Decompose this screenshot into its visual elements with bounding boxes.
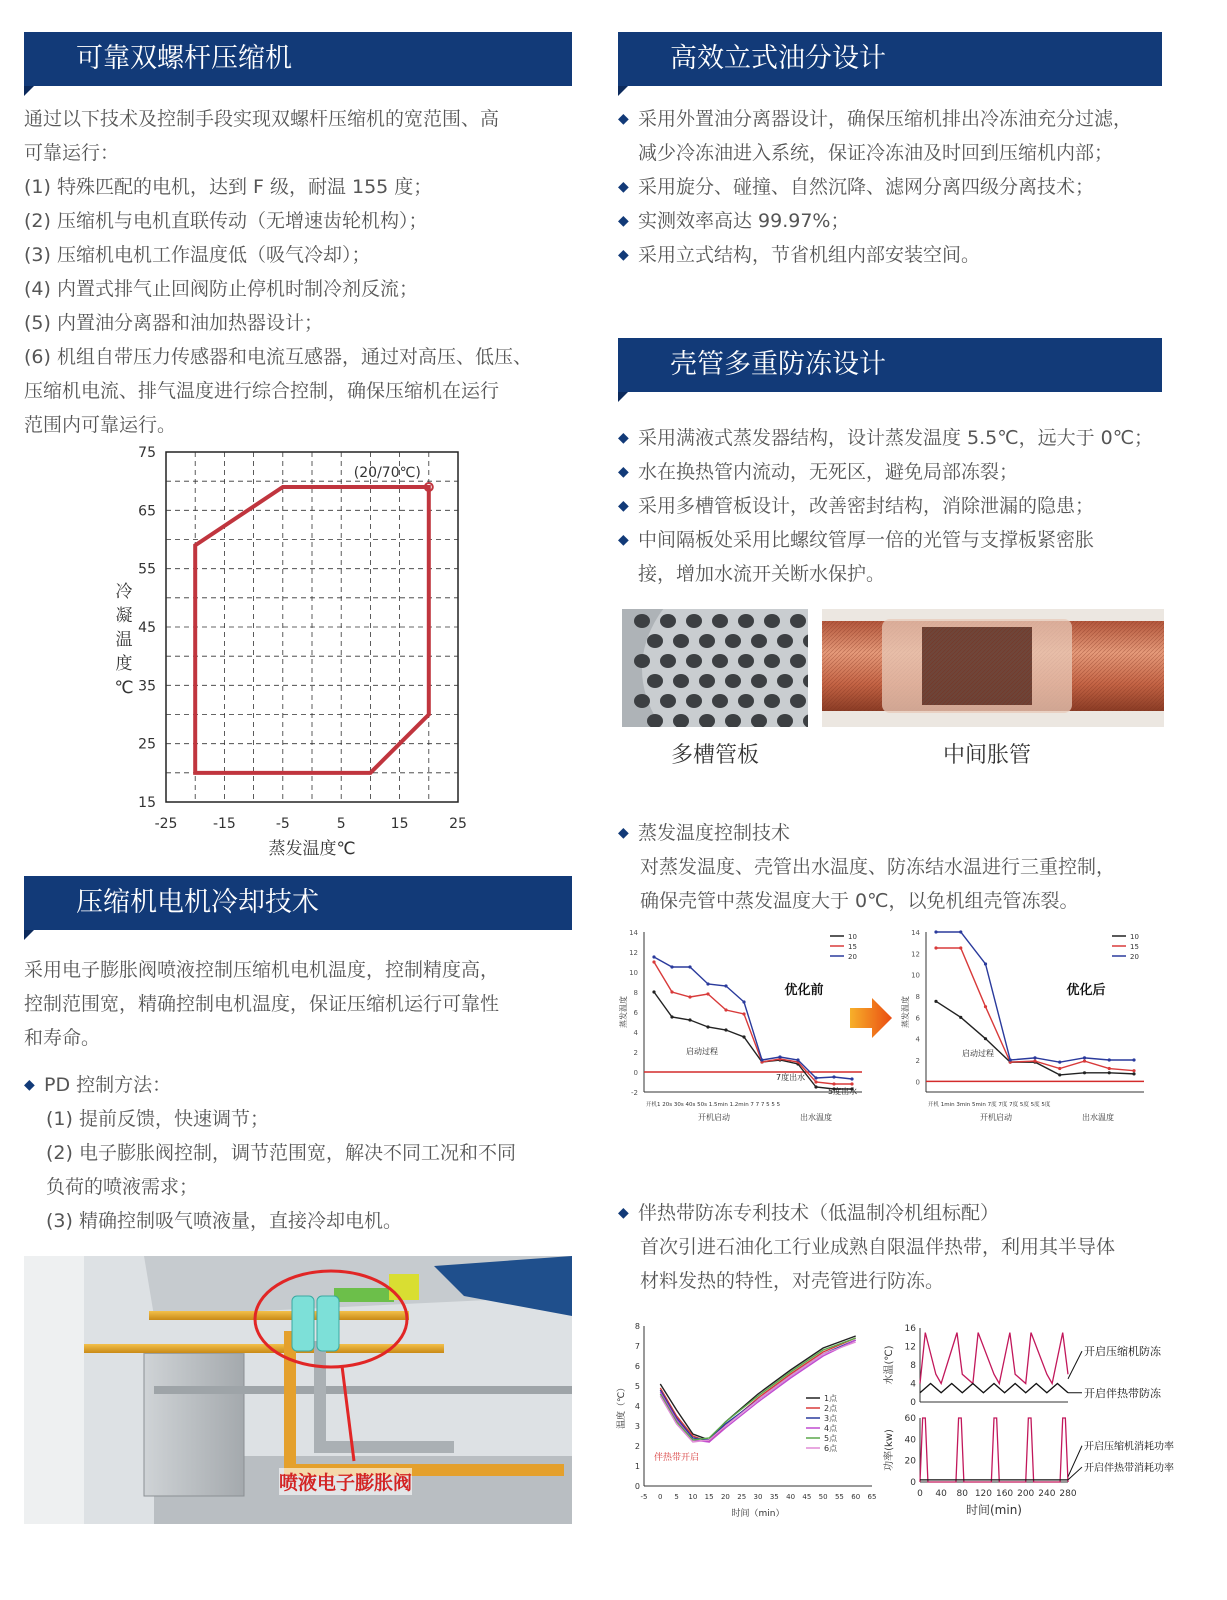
tube-hole xyxy=(634,654,650,668)
y-tick-label: 14 xyxy=(911,929,920,937)
tube-hole xyxy=(712,614,728,628)
y-tick-label: 2 xyxy=(633,1049,638,1057)
y-tick-label: 20 xyxy=(904,1456,916,1467)
tube-hole xyxy=(751,634,767,648)
tube-hole xyxy=(738,694,754,708)
bullet-line: 接，增加水流开关断水保护。 xyxy=(638,563,886,585)
y-axis-label-char: 度 xyxy=(115,654,133,674)
x-tick-label: 20 xyxy=(720,1493,730,1501)
tube-hole xyxy=(660,614,676,628)
data-point xyxy=(850,1077,853,1080)
y-tick-label: 2 xyxy=(634,1442,640,1451)
x-tick-label: 40 xyxy=(935,1489,947,1499)
y-axis-label-char: ℃ xyxy=(114,678,134,698)
x-tick-label: -25 xyxy=(154,816,178,832)
tube-hole xyxy=(777,674,793,688)
operating-envelope-chart xyxy=(100,436,500,866)
y-axis-label: 蒸发温度 xyxy=(619,996,628,1028)
y-tick-label: 40 xyxy=(904,1435,916,1446)
tube-hole xyxy=(738,654,754,668)
y-tick-label: 12 xyxy=(911,950,920,959)
data-point xyxy=(724,984,727,987)
text-line: 采用电子膨胀阀喷液控制压缩机电机温度，控制精度高， xyxy=(24,959,500,981)
bullet-line: ◆ 中间隔板处采用比螺纹管厚一倍的光管与支撑板紧密胀 xyxy=(638,529,1095,551)
data-point xyxy=(1083,1056,1086,1059)
y-tick-label: 35 xyxy=(138,678,156,695)
data-point xyxy=(1108,1067,1111,1070)
tube-hole xyxy=(673,634,689,648)
y-tick-label: 45 xyxy=(138,620,156,636)
series-label: 开启伴热带消耗功率 xyxy=(1084,1463,1174,1475)
section-title: 壳管多重防冻设计 xyxy=(670,349,886,380)
section-title: 压缩机电机冷却技术 xyxy=(76,887,319,918)
series-line xyxy=(920,1384,1068,1393)
y-tick-label: 65 xyxy=(138,503,156,520)
section-header-compressor xyxy=(24,32,572,86)
pd-item: (2) 电子膨胀阀控制，调节范围宽，解决不同工况和不同 xyxy=(46,1142,516,1164)
data-point xyxy=(688,995,691,998)
compressor-description xyxy=(24,102,584,442)
tube-hole xyxy=(790,614,806,628)
envelope-line xyxy=(195,487,429,773)
data-point xyxy=(1108,1071,1111,1074)
y-tick-label: 8 xyxy=(910,1361,916,1371)
text-line: 和寿命。 xyxy=(24,1027,101,1049)
text-line: (5) 内置油分离器和油加热器设计； xyxy=(24,312,323,334)
y-tick-label: 6 xyxy=(915,1014,920,1023)
y-tick-label: 2 xyxy=(915,1057,920,1065)
data-point xyxy=(984,1037,987,1040)
y-tick-label: 4 xyxy=(915,1035,920,1044)
data-point xyxy=(742,1000,745,1003)
tube-hole xyxy=(686,694,702,708)
tube-hole xyxy=(712,694,728,708)
data-point xyxy=(959,1016,962,1019)
tube-hole xyxy=(686,654,702,668)
tube-hole xyxy=(777,634,793,648)
data-point xyxy=(1132,1072,1135,1075)
tube-hole xyxy=(764,654,780,668)
x-axis-label: 蒸发温度℃ xyxy=(268,839,356,859)
legend-label: 10 xyxy=(1130,933,1139,941)
data-point xyxy=(652,955,655,958)
x-tick-label: 0 xyxy=(658,1493,663,1501)
x-tick-label: 0 xyxy=(917,1489,923,1499)
chart-title: 优化后 xyxy=(1066,983,1106,998)
x-tick-label: 15 xyxy=(390,816,409,832)
data-point xyxy=(832,1075,835,1078)
callout-line xyxy=(1068,1351,1082,1379)
tube-hole xyxy=(764,614,780,628)
x-tick-label: 40 xyxy=(786,1493,796,1501)
y-tick-label: 0 xyxy=(634,1482,640,1491)
x-tick-label: 25 xyxy=(449,816,467,832)
x-tick-label: 60 xyxy=(851,1493,861,1501)
y-axis-label-char: 温 xyxy=(115,630,133,650)
data-point xyxy=(1009,1058,1012,1061)
data-point xyxy=(1033,1059,1036,1062)
y-tick-label: 8 xyxy=(633,989,638,997)
data-point xyxy=(688,1018,691,1021)
tube-hole xyxy=(790,694,806,708)
annotation-label: 伴热带开启 xyxy=(654,1453,700,1463)
annotation-label: 启动过程 xyxy=(686,1047,718,1056)
tube-hole xyxy=(686,614,702,628)
tube-sheet-caption: 多槽管板 xyxy=(670,743,759,768)
legend-label: 15 xyxy=(848,943,857,951)
text-line: (4) 内置式排气止回阀防止停机时制冷剂反流； xyxy=(24,278,418,300)
series-line xyxy=(920,1418,1068,1482)
section-title: 可靠双螺杆压缩机 xyxy=(76,43,292,74)
data-point xyxy=(959,930,962,933)
data-point xyxy=(934,1000,937,1003)
arrow-icon xyxy=(848,996,894,1040)
callout-line xyxy=(1068,1446,1082,1477)
text-line: 对蒸发温度、壳管出水温度、防冻结水温进行三重控制， xyxy=(640,856,1116,878)
x-tick-label: -5 xyxy=(640,1493,648,1501)
tube-hole xyxy=(699,674,715,688)
tube-hole xyxy=(634,694,650,708)
y-axis-label: 水温(℃) xyxy=(884,1345,895,1385)
legend-label: 10 xyxy=(848,933,857,941)
y-tick-label: 12 xyxy=(904,1342,916,1353)
pd-control-list xyxy=(24,1068,584,1238)
bullet-item: ◆ 采用立式结构，节省机组内部安装空间。 xyxy=(618,238,1178,272)
x-tick-labels: 开机1 20s 30s 40s 50s 1.5min 1.2min 7 7 7 5 5 5 xyxy=(646,1102,781,1108)
tube-sheet-illustration xyxy=(622,609,808,727)
y-tick-label: 4 xyxy=(910,1379,916,1390)
data-point xyxy=(1132,1069,1135,1072)
heat-trace-temperature-chart xyxy=(614,1318,880,1530)
series-label: 开启压缩机防冻 xyxy=(1084,1345,1161,1359)
y-tick-label: 10 xyxy=(629,969,638,977)
data-point xyxy=(742,1012,745,1015)
text-line: (3) 压缩机电机工作温度低（吸气冷却）； xyxy=(24,244,371,266)
legend-label: 1点 xyxy=(824,1394,838,1403)
legend-label: 20 xyxy=(1130,953,1139,961)
y-tick-label: 8 xyxy=(634,1322,640,1331)
callout-line xyxy=(1068,1467,1082,1480)
y-axis-label: 功率(kw) xyxy=(884,1429,895,1471)
tube-hole xyxy=(751,674,767,688)
x-tick-label: 160 xyxy=(995,1489,1014,1499)
x-tick-label: 120 xyxy=(974,1489,993,1499)
section-header-motor-cooling xyxy=(24,876,572,930)
legend-label: 20 xyxy=(848,953,857,961)
x-tick-label: 55 xyxy=(834,1493,844,1501)
legend-label: 2点 xyxy=(824,1404,838,1413)
y-tick-label: 15 xyxy=(138,795,156,811)
x-tick-label: 30 xyxy=(753,1493,763,1501)
tube-hole xyxy=(699,634,715,648)
x-tick-label: 200 xyxy=(1017,1489,1035,1499)
x-tick-label: -15 xyxy=(212,816,236,832)
annotation-label: 启动过程 xyxy=(962,1049,994,1058)
data-point xyxy=(1058,1073,1061,1076)
data-point xyxy=(814,1076,817,1079)
x-tick-label: 5 xyxy=(336,816,346,832)
series-line xyxy=(654,992,852,1089)
y-tick-label: 5 xyxy=(634,1382,640,1391)
data-point xyxy=(796,1058,799,1061)
data-point xyxy=(814,1080,817,1083)
annotation-label: (20/70℃) xyxy=(353,465,421,481)
bullet-item: ◆ 实测效率高达 99.97%； xyxy=(618,204,1178,238)
x-tick-label: 45 xyxy=(802,1493,812,1501)
data-point xyxy=(934,930,937,933)
y-tick-label: -2 xyxy=(631,1089,638,1097)
legend-label: 15 xyxy=(1130,943,1139,951)
bullet-item xyxy=(618,102,1178,170)
data-point xyxy=(1132,1058,1135,1061)
x-tick-label: 280 xyxy=(1059,1489,1077,1499)
series-label: 开启伴热带防冻 xyxy=(1084,1386,1161,1400)
data-point xyxy=(652,960,655,963)
x-tick-label: 65 xyxy=(867,1493,877,1501)
x-tick-label: -5 xyxy=(275,816,290,832)
y-tick-label: 1 xyxy=(634,1462,640,1471)
y-tick-label: 60 xyxy=(904,1414,916,1424)
y-tick-label: 0 xyxy=(633,1069,638,1077)
text-line: 可靠运行： xyxy=(24,142,120,164)
tube-hole xyxy=(660,654,676,668)
data-point xyxy=(670,1015,673,1018)
oil-separator-list xyxy=(618,102,1178,272)
y-axis-label: 蒸发温度 xyxy=(901,996,910,1028)
x-tick-labels: 开机 1min 3min 5min 7度 7度 7度 5度 5度 5度 xyxy=(928,1102,1051,1108)
data-point xyxy=(688,965,691,968)
y-tick-label: 25 xyxy=(138,736,156,753)
y-tick-label: 6 xyxy=(634,1362,640,1371)
expansion-valve-photo xyxy=(24,1256,572,1524)
x-tick-label: 80 xyxy=(956,1489,969,1499)
data-point xyxy=(1083,1071,1086,1074)
y-tick-label: 4 xyxy=(634,1402,640,1411)
text-line: (6) 机组自带压力传感器和电流互感器，通过对高压、低压、 xyxy=(24,346,532,368)
data-point xyxy=(760,1058,763,1061)
y-tick-label: 7 xyxy=(634,1342,640,1351)
annotation-label: 5度出水 xyxy=(828,1087,858,1096)
data-point xyxy=(670,965,673,968)
y-tick-label: 3 xyxy=(634,1422,640,1431)
bullet-item: ◆ 采用旋分、碰撞、自然沉降、滤网分离四级分离技术； xyxy=(618,170,1178,204)
data-point xyxy=(724,1008,727,1011)
evap-title: ◆ 蒸发温度控制技术 xyxy=(618,816,1178,850)
text-line: 首次引进石油化工行业成熟自限温伴热带，利用其半导体 xyxy=(640,1236,1116,1258)
data-point xyxy=(1108,1058,1111,1061)
data-point xyxy=(706,992,709,995)
annotation-label: 7度出水 xyxy=(776,1073,806,1082)
data-point xyxy=(670,990,673,993)
tube-hole xyxy=(712,654,728,668)
data-point xyxy=(984,1005,987,1008)
x-axis-label: 时间(min) xyxy=(966,1503,1022,1517)
motor-cooling-description xyxy=(24,953,584,1055)
chart-title: 优化前 xyxy=(784,983,824,998)
data-point xyxy=(1058,1061,1061,1064)
data-point xyxy=(1083,1059,1086,1062)
text-line: 确保壳管中蒸发温度大于 0℃，以免机组壳管冻裂。 xyxy=(640,890,1079,912)
data-point xyxy=(934,946,937,949)
x-tick-label: 10 xyxy=(688,1493,698,1501)
pd-title: ◆ PD 控制方法： xyxy=(24,1068,584,1102)
evap-before-chart xyxy=(618,922,873,1130)
text-line: 控制范围宽，精确控制电机温度，保证压缩机运行可靠性 xyxy=(24,993,500,1015)
section-header-oil-separator xyxy=(618,32,1162,86)
x-group-label: 出水温度 xyxy=(800,1113,832,1122)
tube-hole xyxy=(738,614,754,628)
data-point xyxy=(1033,1056,1036,1059)
y-tick-label: 14 xyxy=(629,929,638,937)
tube-hole xyxy=(764,694,780,708)
antifreeze-list xyxy=(618,421,1178,591)
y-tick-label: 0 xyxy=(910,1398,916,1408)
tube-hole xyxy=(647,634,663,648)
bullet-line: ◆ 采用外置油分离器设计，确保压缩机排出冷冻油充分过滤， xyxy=(638,108,1133,130)
valve-label: 喷液电子膨胀阀 xyxy=(279,1468,412,1495)
data-point xyxy=(832,1082,835,1085)
antifreeze-comparison-chart xyxy=(880,1318,1174,1530)
data-point xyxy=(706,982,709,985)
tube-hole xyxy=(634,614,650,628)
section-title: 高效立式油分设计 xyxy=(670,43,886,74)
series-line xyxy=(654,957,852,1079)
data-point xyxy=(984,962,987,965)
data-point xyxy=(850,1082,853,1085)
bullet-item: ◆ 采用多槽管板设计，改善密封结构，消除泄漏的隐患； xyxy=(618,489,1178,523)
y-tick-label: 8 xyxy=(915,993,920,1001)
tube-sheet-photo xyxy=(622,609,808,727)
bullet-item: ◆ 水在换热管内流动，无死区，避免局部冻裂； xyxy=(618,455,1178,489)
tube-hole xyxy=(673,674,689,688)
heat-trace-title: ◆ 伴热带防冻专利技术（低温制冷机组标配） xyxy=(618,1196,1178,1230)
bullet-item xyxy=(618,523,1178,591)
data-point xyxy=(778,1055,781,1058)
y-tick-label: 0 xyxy=(910,1478,916,1488)
section-header-antifreeze xyxy=(618,338,1162,392)
legend-label: 3点 xyxy=(824,1414,838,1423)
pd-item: 负荷的喷液需求； xyxy=(46,1176,199,1198)
text-line: (2) 压缩机与电机直联传动（无增速齿轮机构）； xyxy=(24,210,428,232)
y-axis-label: 温度（℃） xyxy=(617,1382,627,1430)
pd-item: (1) 提前反馈，快速调节； xyxy=(46,1108,269,1130)
tube-hole xyxy=(647,674,663,688)
expanded-tube-photo xyxy=(822,609,1164,727)
x-tick-label: 15 xyxy=(704,1493,714,1501)
y-tick-label: 16 xyxy=(904,1324,916,1334)
y-tick-label: 10 xyxy=(911,971,920,980)
evap-control-block xyxy=(618,816,1178,918)
pd-item: (3) 精确控制吸气喷液量，直接冷却电机。 xyxy=(46,1210,402,1232)
text-line: 压缩机电流、排气温度进行综合控制，确保压缩机在运行 xyxy=(24,380,500,402)
x-group-label: 开机启动 xyxy=(980,1113,1012,1122)
expanded-tube-caption: 中间胀管 xyxy=(942,743,1031,768)
data-point xyxy=(814,1085,817,1088)
series-line xyxy=(654,962,852,1084)
legend-label: 6点 xyxy=(824,1444,838,1453)
x-tick-label: 35 xyxy=(769,1493,779,1501)
bullet-line: 减少冷冻油进入系统，保证冷冻油及时回到压缩机内部； xyxy=(638,142,1114,164)
x-group-label: 开机启动 xyxy=(698,1113,730,1122)
y-tick-label: 55 xyxy=(138,561,156,578)
text-line: 范围内可靠运行。 xyxy=(24,414,177,436)
x-axis-label: 时间（min） xyxy=(731,1509,785,1519)
series-line xyxy=(936,1001,1134,1075)
evap-after-chart xyxy=(900,922,1162,1130)
text-line: 通过以下技术及控制手段实现双螺杆压缩机的宽范围、高 xyxy=(24,108,500,130)
series-label: 开启压缩机消耗功率 xyxy=(1084,1441,1174,1453)
y-tick-label: 0 xyxy=(915,1078,920,1087)
tube-hole xyxy=(725,634,741,648)
x-tick-label: 240 xyxy=(1038,1489,1056,1499)
y-axis-label-char: 冷 xyxy=(115,582,133,602)
legend-label: 4点 xyxy=(824,1424,838,1433)
data-point xyxy=(706,1025,709,1028)
y-tick-label: 12 xyxy=(629,949,638,957)
y-tick-label: 75 xyxy=(138,445,156,461)
data-point xyxy=(742,1035,745,1038)
text-line: (1) 特殊匹配的电机，达到 F 级，耐温 155 度； xyxy=(24,176,433,198)
data-point xyxy=(1058,1067,1061,1070)
x-group-label: 出水温度 xyxy=(1082,1113,1114,1122)
x-tick-label: 50 xyxy=(818,1493,828,1501)
data-point xyxy=(652,990,655,993)
tube-hole xyxy=(725,674,741,688)
y-axis-label-char: 凝 xyxy=(115,606,133,626)
tube-hole xyxy=(790,654,806,668)
bullet-item: ◆ 采用满液式蒸发器结构，设计蒸发温度 5.5℃，远大于 0℃； xyxy=(618,421,1178,455)
expanded-tube-illustration xyxy=(822,609,1164,727)
tube-hole xyxy=(660,694,676,708)
y-tick-label: 4 xyxy=(633,1029,638,1037)
y-tick-label: 6 xyxy=(633,1009,638,1017)
heat-trace-block xyxy=(618,1196,1178,1298)
series-line xyxy=(920,1333,1068,1384)
text-line: 材料发热的特性，对壳管进行防冻。 xyxy=(640,1270,945,1292)
data-point xyxy=(959,946,962,949)
data-point xyxy=(724,1028,727,1031)
x-tick-label: 25 xyxy=(737,1493,747,1501)
legend-label: 5点 xyxy=(824,1434,838,1443)
x-tick-label: 5 xyxy=(674,1493,679,1501)
